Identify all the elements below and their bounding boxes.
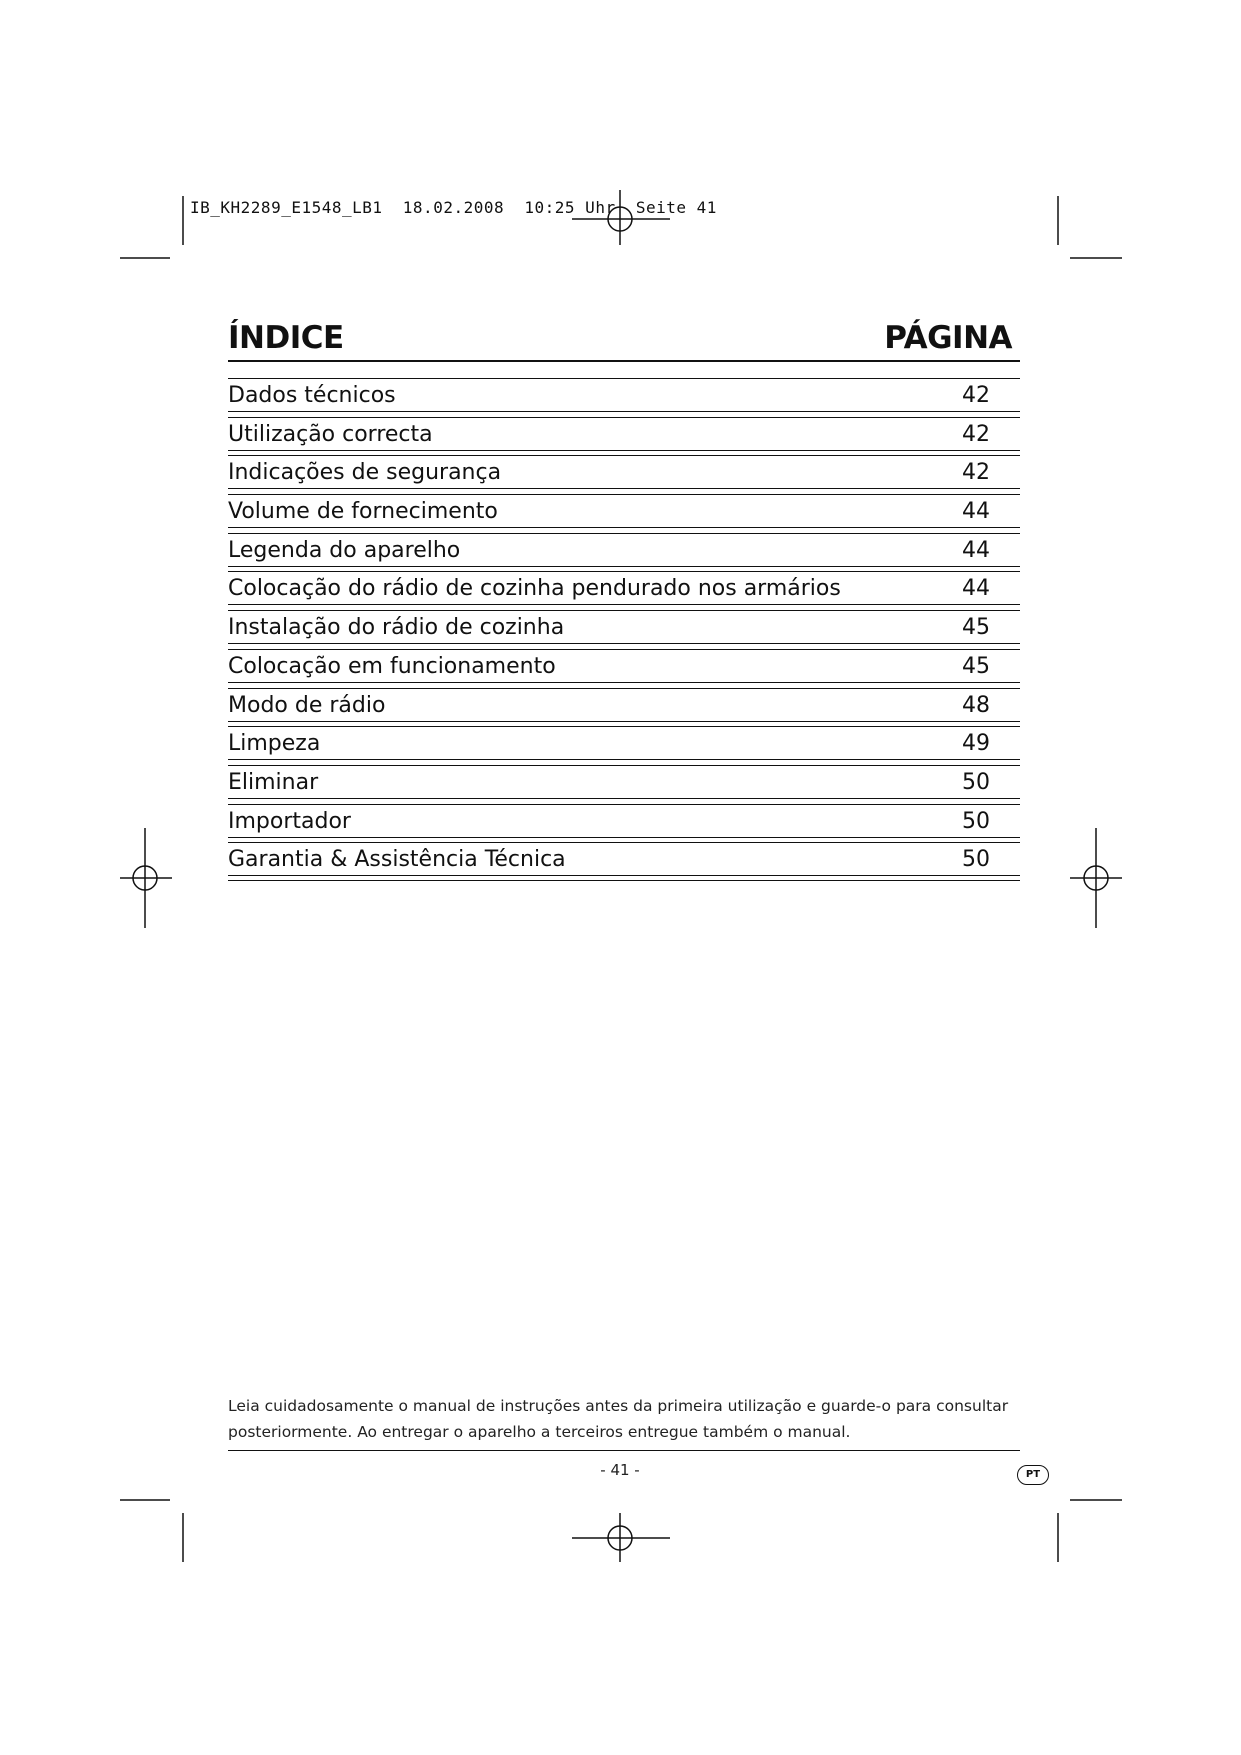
toc-entry <box>228 804 1020 843</box>
registration-target-icon <box>572 1513 670 1562</box>
toc-entry-underline <box>228 566 1020 567</box>
toc-entry-underline <box>228 643 1020 644</box>
toc-entry-page: 50 <box>962 808 990 834</box>
toc-entry-underline <box>228 604 1020 605</box>
toc-entry-label: Dados técnicos <box>228 383 396 408</box>
toc-entry-label: Colocação em funcionamento <box>228 653 556 679</box>
toc-entry-underline <box>228 759 1020 760</box>
toc-entry-label: Volume de fornecimento <box>228 499 498 525</box>
toc-entry-page: 42 <box>962 383 990 408</box>
toc-title: ÍNDICE <box>228 320 344 356</box>
toc-entry-label: Indicações de segurança <box>228 460 502 486</box>
toc-entry-label: Garantia & Assistência Técnica <box>228 847 566 873</box>
toc-entry-page: 49 <box>962 731 990 757</box>
toc-entry-underline <box>228 527 1020 528</box>
toc-entry-page: 44 <box>962 537 990 563</box>
toc-header <box>228 318 1020 362</box>
toc-entry-label: Instalação do rádio de cozinha <box>228 615 565 641</box>
toc-entry-underline <box>228 837 1020 838</box>
toc-entry-page: 42 <box>962 460 990 486</box>
toc-entry-page: 44 <box>962 576 990 602</box>
toc-entry-underline <box>228 488 1020 489</box>
toc-entry-page: 42 <box>962 421 990 447</box>
toc-entry <box>228 417 1020 456</box>
toc-entry-underline <box>228 721 1020 722</box>
toc-page-column-title: PÁGINA <box>884 320 1012 356</box>
toc-entry-page: 44 <box>962 499 990 525</box>
toc-entry-label: Colocação do rádio de cozinha pendurado nos armários <box>228 576 841 602</box>
toc-entry <box>228 688 1020 727</box>
toc-entry-label: Limpeza <box>228 731 321 757</box>
toc-entry <box>228 533 1020 572</box>
toc-entry-label: Utilização correcta <box>228 421 433 447</box>
toc-entry <box>228 842 1020 881</box>
toc-entries <box>228 378 1020 881</box>
toc-entry-page: 50 <box>962 769 990 795</box>
toc-entry-page: 48 <box>962 692 990 718</box>
table-of-contents <box>228 318 1020 881</box>
toc-entry-page: 45 <box>962 615 990 641</box>
toc-entry-label: Eliminar <box>228 769 319 795</box>
registration-target-icon <box>1070 828 1122 928</box>
toc-entry-page: 45 <box>962 653 990 679</box>
toc-entry <box>228 726 1020 765</box>
toc-entry <box>228 378 1020 417</box>
toc-entry-underline <box>228 875 1020 876</box>
page-number: - 41 - <box>600 1461 640 1479</box>
toc-entry-underline <box>228 798 1020 799</box>
registration-target-icon <box>120 828 172 928</box>
toc-entry <box>228 494 1020 533</box>
instructions-note: Leia cuidadosamente o manual de instruções antes da primeira utilização e guarde-o para consultar posteriormente. Ao entregar o aparelho a terceiros entregue também o manual. <box>228 1397 1009 1441</box>
toc-entry-page: 50 <box>962 847 990 873</box>
toc-entry-underline <box>228 682 1020 683</box>
toc-entry-underline <box>228 411 1020 412</box>
toc-entry <box>228 610 1020 649</box>
toc-entry <box>228 649 1020 688</box>
toc-entry <box>228 765 1020 804</box>
toc-entry-label: Legenda do aparelho <box>228 537 461 563</box>
toc-entry <box>228 455 1020 494</box>
toc-entry <box>228 571 1020 610</box>
toc-entry-label: Modo de rádio <box>228 692 386 718</box>
print-slug-line: IB_KH2289_E1548_LB1 18.02.2008 10:25 Uhr Seite 41 <box>190 198 717 217</box>
toc-entry-underline <box>228 450 1020 451</box>
toc-entry-label: Importador <box>228 808 351 834</box>
footer-divider <box>228 1450 1020 1451</box>
language-badge: PT <box>1017 1465 1049 1485</box>
